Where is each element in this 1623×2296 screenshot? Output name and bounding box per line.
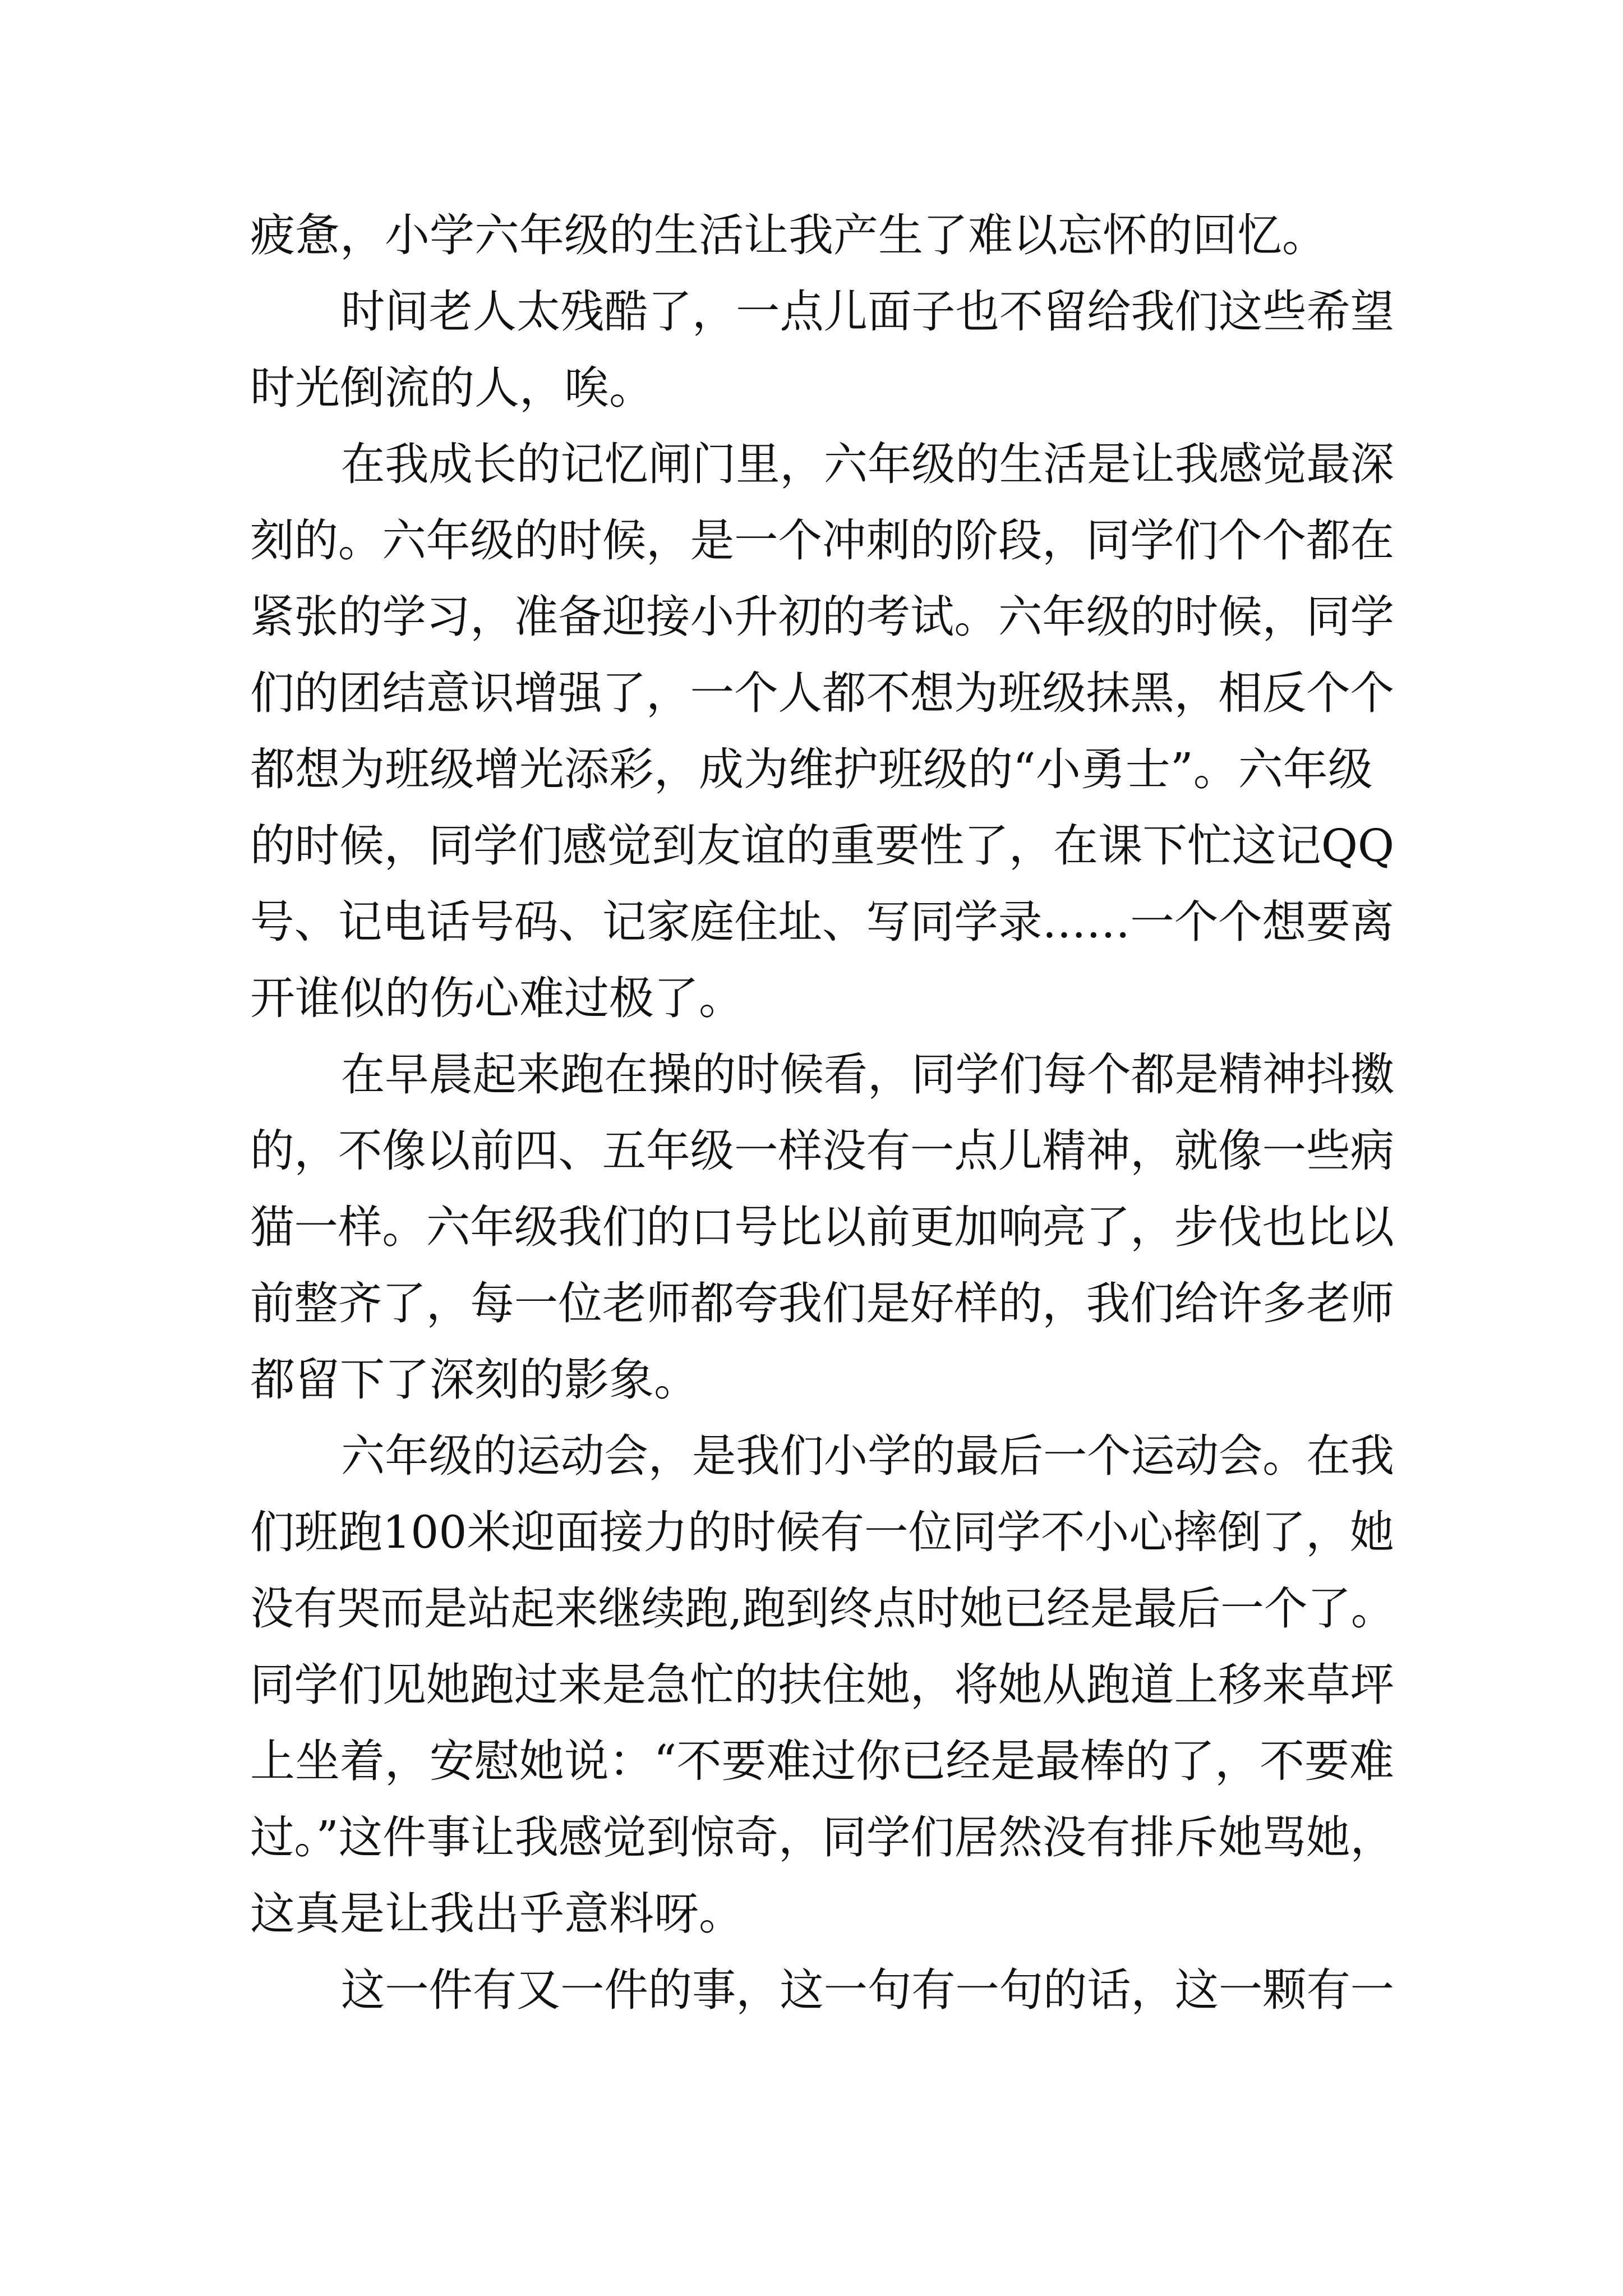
text-line: 同学们见她跑过来是急忙的扶住她，将她从跑道上移来草坪 [250, 1659, 1394, 1711]
text-line: 在早晨起来跑在操的时候看，同学们每个都是精神抖擞 [341, 1048, 1394, 1101]
text-line: 六年级的运动会，是我们小学的最后一个运动会。在我 [341, 1430, 1394, 1482]
text-line: 过。”这件事让我感觉到惊奇，同学们居然没有排斥她骂她， [250, 1811, 1394, 1864]
text-line: 的，不像以前四、五年级一样没有一点儿精神，就像一些病 [250, 1125, 1394, 1177]
text-line: 们的团结意识增强了，一个人都不想为班级抹黑，相反个个 [250, 667, 1394, 719]
text-line: 刻的。六年级的时候，是一个冲刺的阶段，同学们个个都在 [250, 514, 1394, 567]
text-line: 前整齐了，每一位老师都夸我们是好样的，我们给许多老师 [250, 1277, 1394, 1329]
text-line: 上坐着，安慰她说：“不要难过你已经是最棒的了，不要难 [250, 1735, 1394, 1787]
text-line: 时间老人太残酷了，一点儿面子也不留给我们这些希望 [341, 286, 1394, 338]
text-line: 都留下了深刻的影象。 [250, 1354, 699, 1406]
text-line: 紧张的学习，准备迎接小升初的考试。六年级的时候，同学 [250, 591, 1394, 643]
text-line: 时光倒流的人，唉。 [250, 362, 654, 414]
text-line: 疲惫，小学六年级的生活让我产生了难以忘怀的回忆。 [250, 209, 1327, 261]
text-line: 猫一样。六年级我们的口号比以前更加响亮了，步伐也比以 [250, 1201, 1394, 1253]
text-line: 没有哭而是站起来继续跑,跑到终点时她已经是最后一个了。 [250, 1582, 1395, 1635]
text-line: 号、记电话号码、记家庭住址、写同学录……一个个想要离 [250, 896, 1394, 948]
text-line: 的时候，同学们感觉到友谊的重要性了，在课下忙这记QQ [250, 820, 1395, 872]
text-line: 这一件有又一件的事，这一句有一句的话，这一颗有一 [341, 1964, 1394, 2016]
text-line: 们班跑100米迎面接力的时候有一位同学不小心摔倒了，她 [250, 1506, 1394, 1558]
text-line: 开谁似的伤心难过极了。 [250, 972, 744, 1024]
text-line: 在我成长的记忆闸门里，六年级的生活是让我感觉最深 [341, 438, 1394, 490]
text-line: 这真是让我出乎意料呀。 [250, 1888, 744, 1940]
text-line: 都想为班级增光添彩，成为维护班级的“小勇士”。六年级 [250, 743, 1373, 795]
